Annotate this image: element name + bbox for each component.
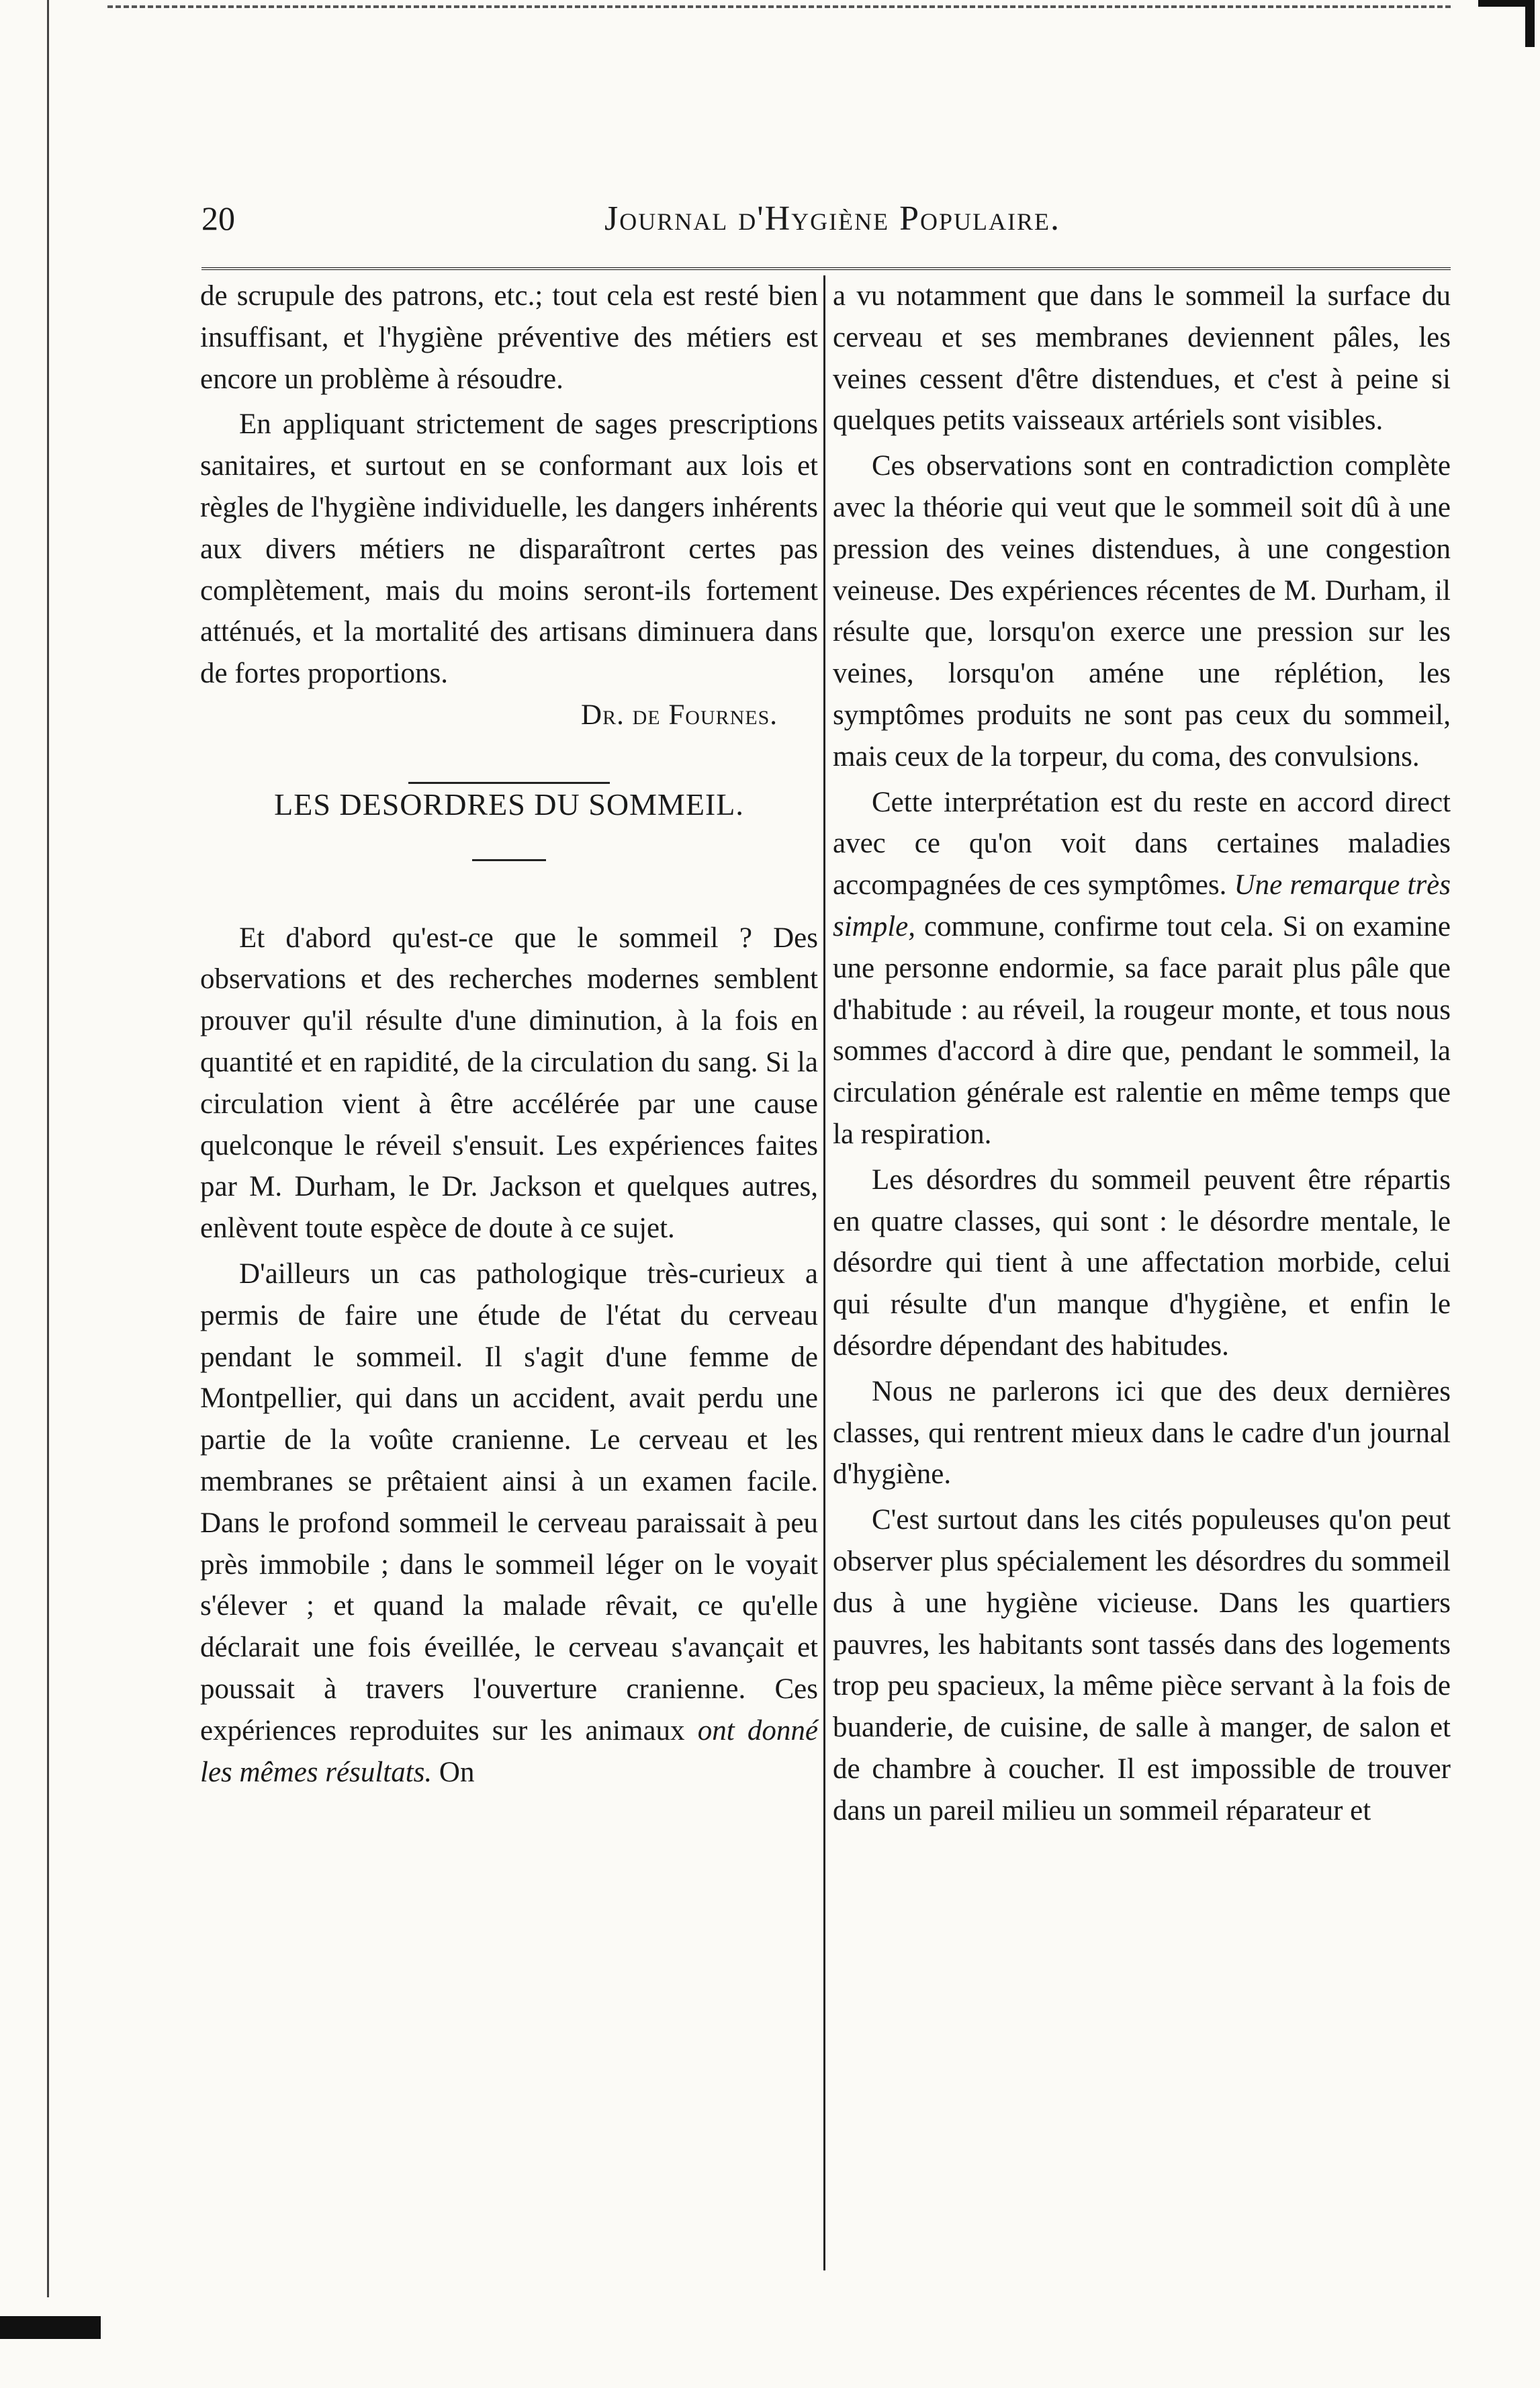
title-separator — [472, 859, 546, 861]
running-title: Journal d'Hygiène Populaire. — [604, 200, 1061, 238]
paragraph-text: D'ailleurs un cas pathologique très-curieux a permis de faire une étude de l'état du cerveau pendant le sommeil. Il s'agit d'une femme de Montpellier, qui dans un accident, avait perdu une partie de la voûte cranienne. Le cerveau et les membranes se prêtaient ainsi à un examen facile. Dans le profond sommeil le cerveau paraissait à peu près immobile ; dans le sommeil léger on le voyait s'élever ; et quand la malade rêvait, ce qu'elle déclarait une fois éveillée, le cerveau s'avançait et poussait à travers l'ouverture cranienne. Ces expériences reproduites sur les animaux — [200, 1257, 818, 1746]
paragraph: a vu notamment que dans le sommeil la surface du cerveau et ses membranes deviennent pâles, les veines cessent d'être distendues, et c'est à peine si quelques petits vaisseaux artériels sont visibles. — [833, 280, 1451, 437]
left-column — [200, 275, 818, 1793]
paragraph: En appliquant strictement de sages prescriptions sanitaires, et surtout en se conformant aux lois et règles de l'hygiène individuelle, les dangers inhérents aux divers métiers ne disparaîtront certes pas complètement, mais du moins seront-ils fortement atténués, et la mortalité des artisans diminuera dans de fortes proportions. — [200, 408, 818, 690]
paragraph — [833, 782, 1451, 1155]
paragraph: C'est surtout dans les cités populeuses qu'on peut observer plus spécialement les désordres du sommeil dus à une hygiène vicieuse. Dans les quartiers pauvres, les habitants sont tassés dans des logements trop peu spacieux, la même pièce servant à la fois de buanderie, de cuisine, de salle à manger, de salon et de chambre à coucher. Il est impossible de trouver dans un pareil milieu un sommeil réparateur et — [833, 1504, 1451, 1826]
paragraph-text: Cette interprétation est du reste en accord direct avec ce qu'on voit dans certaines maladies accompagnées de ces symptômes. — [833, 786, 1451, 901]
italic-text: Une remarque très simple, — [833, 869, 1451, 942]
paragraph-text: commune, confirme tout cela. Si on examine une personne endormie, sa face parait plus pâle que d'habitude : au réveil, la rougeur monte, et tous nous sommes d'accord à dire que, pendant le sommeil, la circulation générale est ralentie en même temps que la respiration. — [833, 910, 1451, 1150]
paragraph: Et d'abord qu'est-ce que le sommeil ? Des observations et des recherches modernes semblent prouver qu'il résulte d'une diminution, à la fois en quantité et en rapidité, de la circulation du sang. Si la circulation vient à être accélérée par une cause quelconque le réveil s'ensuit. Les expériences faites par M. Durham, le Dr. Jackson et quelques autres, enlèvent toute espèce de doute à ce sujet. — [200, 922, 818, 1245]
scan-top-border — [107, 5, 1451, 8]
column-divider — [823, 275, 825, 2270]
scan-foot-mark — [0, 2316, 101, 2339]
section-title: LES DESORDRES DU SOMMEIL. — [274, 787, 744, 822]
paragraph-text: On — [432, 1756, 475, 1788]
scan-corner-mark — [1478, 0, 1535, 47]
paragraph: de scrupule des patrons, etc.; tout cela est resté bien insuffisant, et l'hygiène préventive des métiers est encore un problème à résoudre. — [200, 280, 818, 395]
paragraph: Ces observations sont en contradiction complète avec la théorie qui veut que le sommeil soit dû à une pression des veines distendues, à une congestion veineuse. Des expériences récentes de M. Durham, il résulte que, lorsqu'on exerce une pression sur les veines, lorsqu'on améne une réplétion, les symptômes produits ne sont pas ceux du sommeil, mais ceux de la torpeur, du coma, des convulsions. — [833, 450, 1451, 772]
right-column — [833, 275, 1451, 1831]
paragraph: Nous ne parlerons ici que des deux dernières classes, qui rentrent mieux dans le cadre d'un journal d'hygiène. — [833, 1375, 1451, 1491]
paragraph — [200, 1253, 818, 1793]
page-header — [201, 199, 1451, 253]
scan-margin — [0, 0, 101, 2388]
italic-text: ont donné les mêmes résultats. — [200, 1714, 818, 1788]
paragraph: Les désordres du sommeil peuvent être répartis en quatre classes, qui sont : le désordre mentale, le désordre qui tient à une affectation morbide, celui qui résulte d'un manque d'hygiène, et enfin le désordre dépendant des habitudes. — [833, 1163, 1451, 1362]
author-signature: Dr. de Fournes. — [581, 699, 778, 731]
page-number: 20 — [201, 200, 235, 237]
scan-binding-line — [47, 0, 49, 2297]
header-rule — [201, 267, 1451, 274]
